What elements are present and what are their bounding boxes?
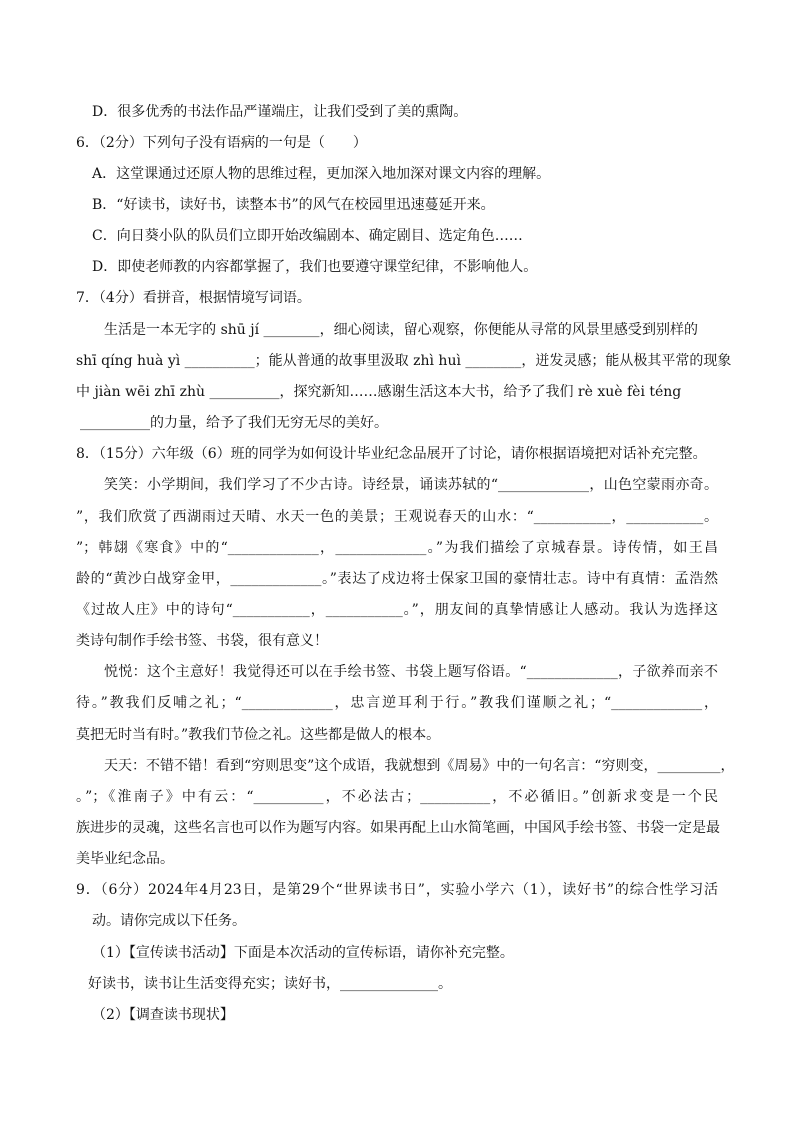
q8-line-8: 待。”教我们反哺之礼；“_____________，忠言逆耳利于行。”教我们谨顺之礼；“_____________， — [76, 695, 718, 711]
q7-line-2: shī qíng huà yì __________；能从普通的故事里汲取 zhì huì ________，迸发灵感；能从极其平常的现象 — [76, 353, 732, 369]
question-8: 8．（15分）六年级（6）班的同学为如何设计毕业纪念品展开了讨论，请你根据语境把对话补充完整。 — [76, 446, 707, 462]
q7-line-1: 生活是一本无字的 shū jí ________，细心阅读，留心观察，你便能从寻常的风景里感受到别样的 — [104, 322, 698, 338]
q9-subtask-1: （1）【宣传读书活动】下面是本次活动的宣传标语，请你补充完整。 — [92, 945, 514, 961]
q8-line-6: 类诗句制作手绘书签、书袋，很有意义！ — [76, 633, 328, 649]
q9-subtask-2: （2）【调查读书现状】 — [92, 1007, 234, 1023]
q8-line-7: 悦悦：这个主意好！我觉得还可以在手绘书签、书袋上题写俗语。“_____________，子欲养而亲不 — [104, 664, 718, 680]
q8-line-13: 美毕业纪念品。 — [76, 851, 174, 867]
q8-line-9: 莫把无时当有时。”教我们节俭之礼。这些都是做人的根本。 — [76, 727, 441, 743]
option-a-q6: A．这堂课通过还原人物的思维过程，更加深入地加深对课文内容的理解。 — [92, 166, 551, 182]
question-7: 7．（4分）看拼音，根据情境写词语。 — [76, 290, 311, 306]
question-6: 6．（2分）下列句子没有语病的一句是（ ） — [76, 135, 367, 151]
q8-line-4: 龄的“黄沙白战穿金甲，_____________。”表达了戍边将士保家卫国的豪情壮志。诗中有真情：孟浩然 — [76, 571, 718, 587]
option-d-q5: D．很多优秀的书法作品严谨端庄，让我们受到了美的熏陶。 — [92, 104, 468, 120]
option-b-q6: B．“好读书，读好书，读整本书”的风气在校园里迅速蔓延开来。 — [92, 197, 495, 213]
q8-line-2: ”，我们欣赏了西湖雨过天晴、水天一色的美景；王观说春天的山水：“___________，___________。 — [76, 509, 719, 525]
q8-line-5: 《过故人庄》中的诗句“___________，___________。”，朋友间的真挚情感让人感动。我认为选择这 — [76, 602, 718, 618]
q7-line-3: 中 jiàn wēi zhī zhù __________，探究新知……感谢生活这本大书，给予了我们 rè xuè fèi téng — [76, 384, 682, 400]
q8-line-3: ”；韩翃《寒食》中的“_____________，_____________。”为我们描绘了京城春景。诗传情，如王昌 — [76, 540, 718, 556]
q9-line-2: 动。请你完成以下任务。 — [92, 913, 246, 929]
q8-line-12: 族进步的灵魂，这些名言也可以作为题写内容。如果再配上山水简笔画，中国风手绘书签、书袋一定是最 — [76, 820, 720, 836]
q9-slogan: 好读书，读书让生活变得充实；读好书，______________。 — [88, 976, 452, 992]
q8-line-1: 笑笑：小学期间，我们学习了不少古诗。诗经景，诵读苏轼的“_____________，山色空蒙雨亦奇。 — [104, 477, 718, 493]
q7-line-4: __________的力量，给予了我们无穷无尽的美好。 — [80, 415, 388, 431]
q8-line-11: 。”；《淮南子》中有云：“__________，不必法古；__________，不必循旧。”创新求变是一个民 — [76, 789, 718, 805]
question-9: 9．（6分）2024年4月23日，是第29个“世界读书日”，实验小学六（1），读好书”的综合性学习活 — [76, 882, 718, 898]
q8-line-10: 天天：不错不错！看到“穷则思变”这个成语，我就想到《周易》中的一句名言：“穷则变，_________， — [104, 758, 735, 774]
option-d-q6: D．即使老师教的内容都掌握了，我们也要遵守课堂纪律，不影响他人。 — [92, 259, 538, 275]
option-c-q6: C．向日葵小队的队员们立即开始改编剧本、确定剧目、选定角色…… — [92, 228, 523, 244]
